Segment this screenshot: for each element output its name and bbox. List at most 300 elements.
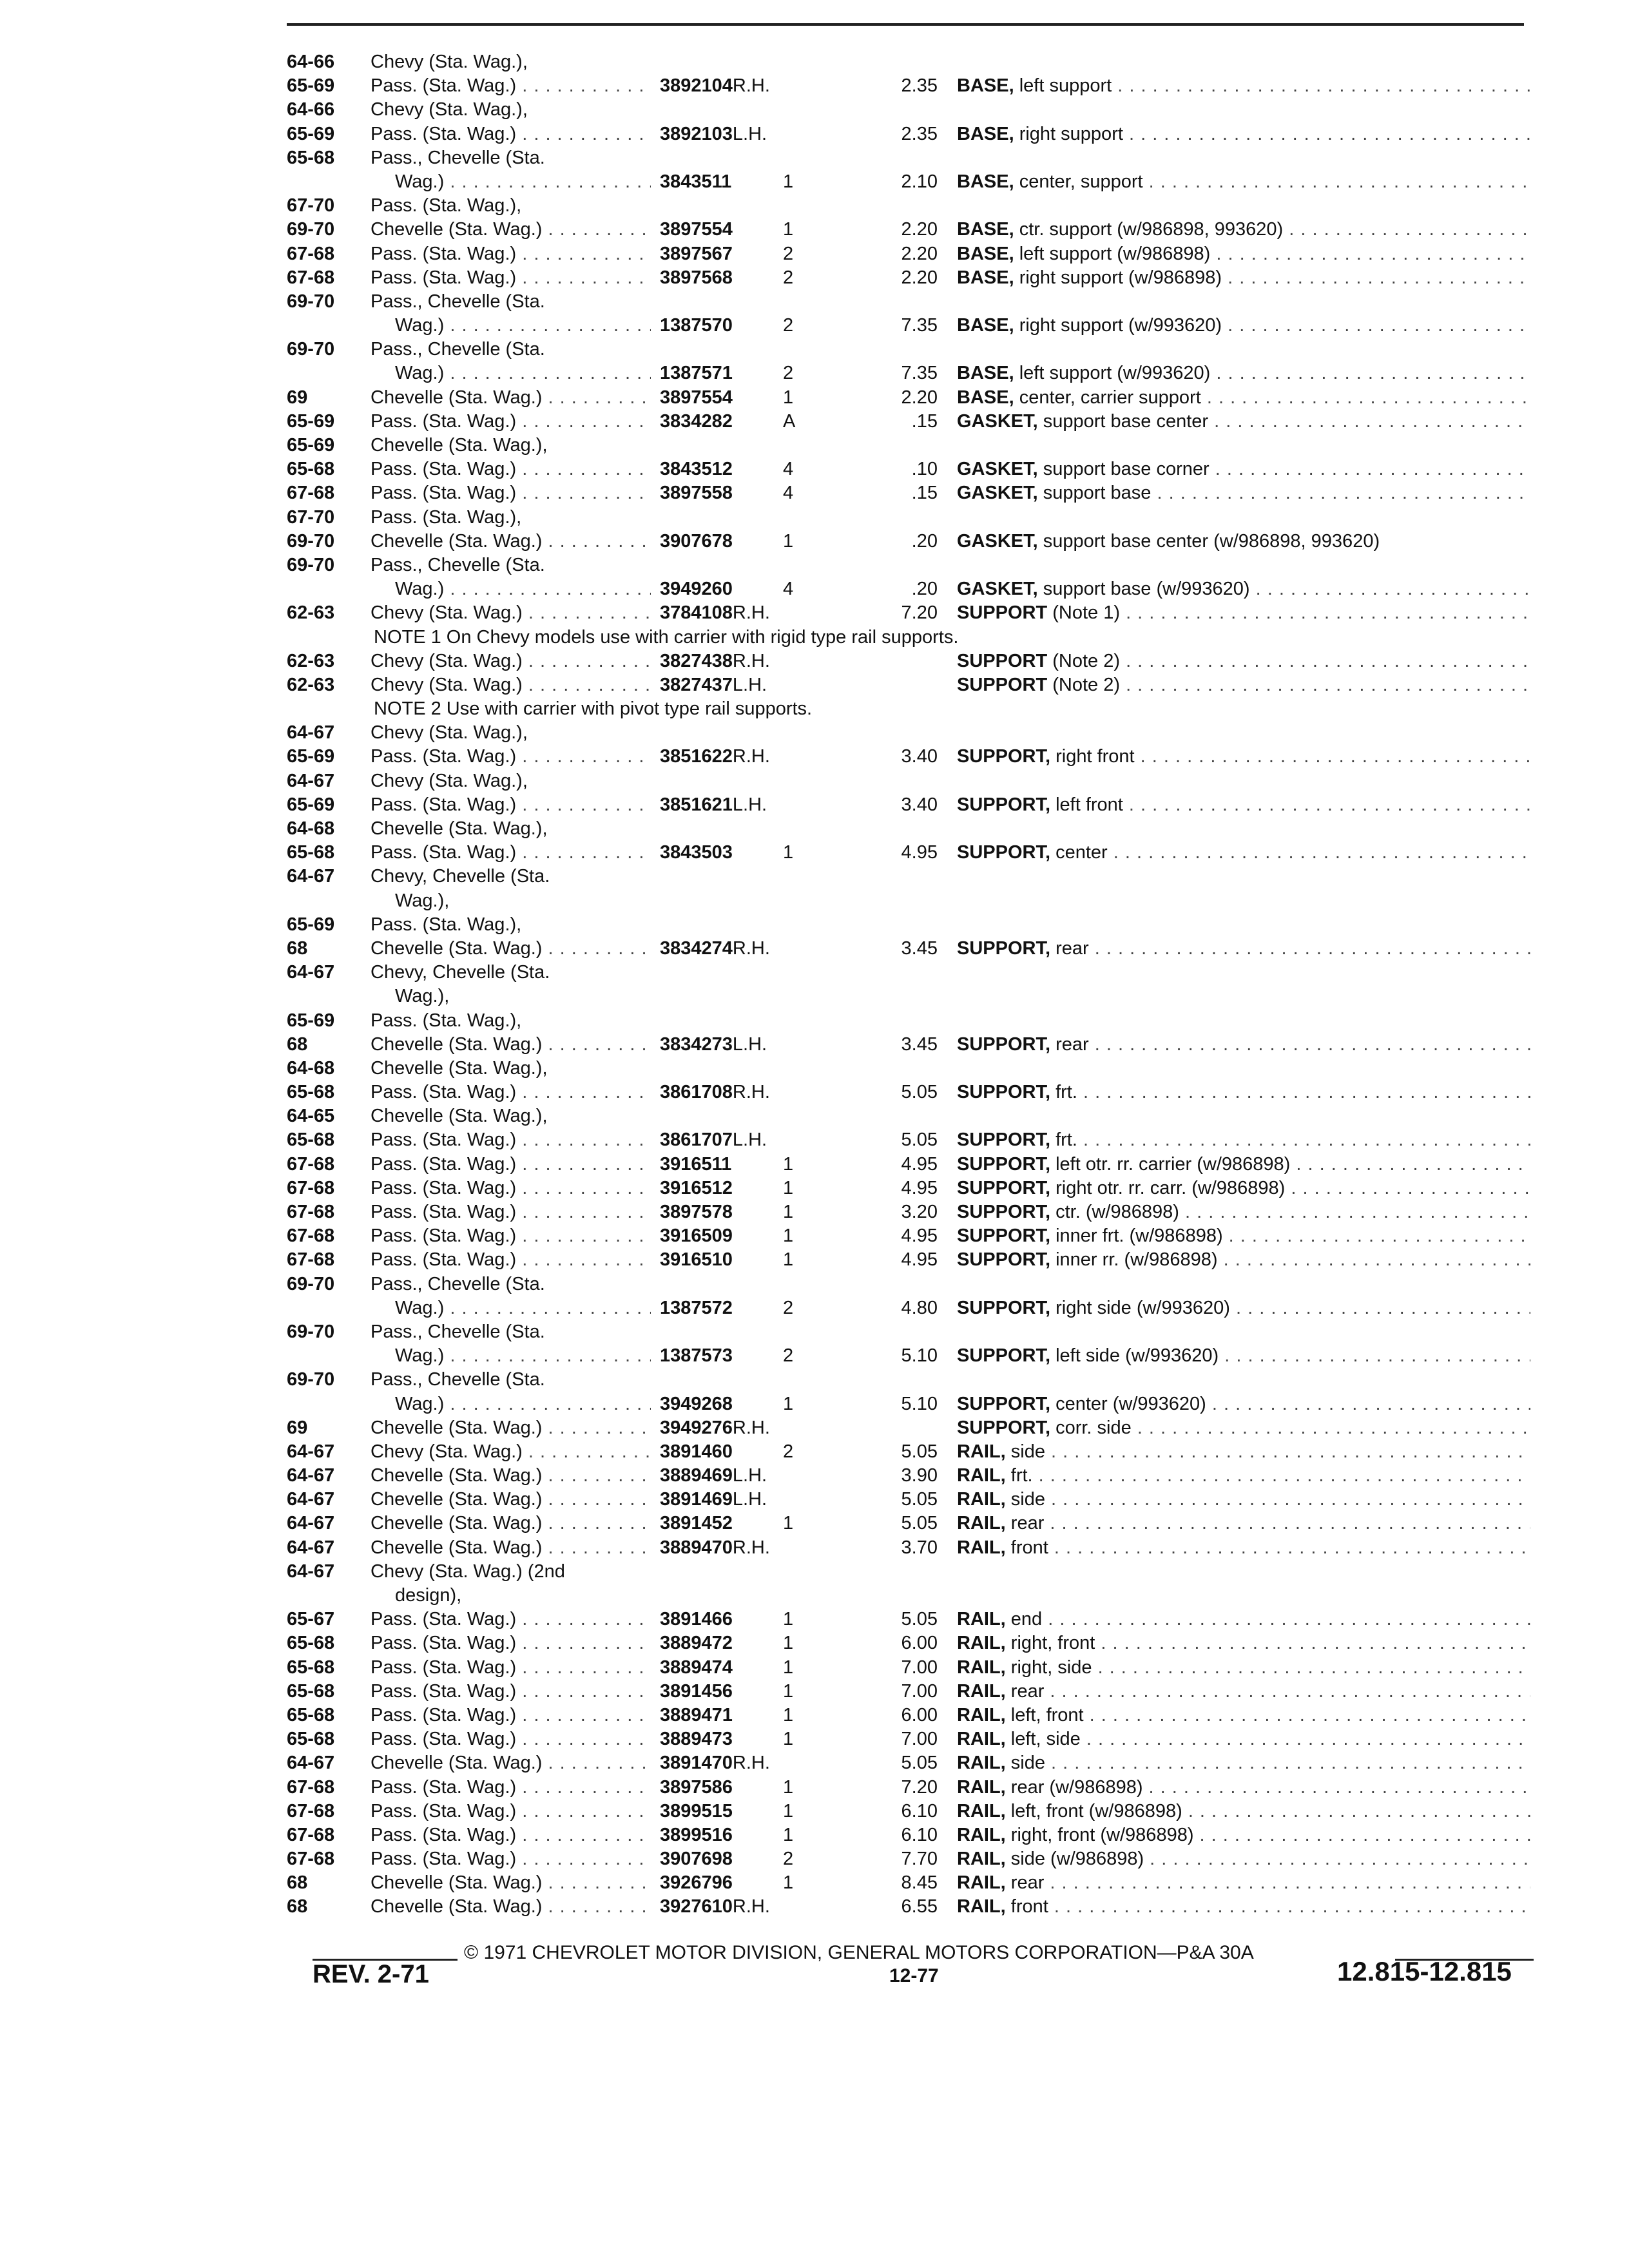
- description: [957, 1344, 1530, 1368]
- quantity: 1: [783, 1800, 794, 1821]
- application: Chevelle (Sta. Wag.) . . .: [371, 1751, 712, 1775]
- model-years: 69: [287, 1417, 308, 1438]
- part-number: 3926796: [660, 1872, 733, 1894]
- part-name: SUPPORT: [957, 602, 1048, 624]
- part-row: [287, 218, 1530, 242]
- part-number-cell: [651, 1895, 808, 1919]
- application: Pass. (Sta. Wag.) . . .: [371, 457, 712, 481]
- description: [957, 242, 1530, 266]
- revision-label: REV. 2-71: [313, 1960, 429, 1988]
- quantity: 1: [783, 1633, 794, 1654]
- part-name: BASE,: [957, 267, 1014, 288]
- part-name: SUPPORT,: [957, 746, 1051, 767]
- model-years: 62-63: [287, 674, 335, 695]
- application: Pass. (Sta. Wag.) . . .: [371, 841, 712, 865]
- price: 6.10: [901, 1824, 938, 1845]
- model-years: 67-68: [287, 1824, 335, 1845]
- quantity: 4: [783, 579, 794, 600]
- part-number: 3889474: [660, 1657, 733, 1678]
- quantity: 2: [783, 1345, 794, 1367]
- application: Pass. (Sta. Wag.) . . .: [371, 1081, 712, 1104]
- part-number: 3889470: [660, 1537, 733, 1558]
- application: Pass., Chevelle (Sta.: [371, 1369, 545, 1390]
- model-years: 65-69: [287, 435, 335, 456]
- part-row: [287, 745, 1530, 769]
- part-detail: right otr. rr. carr. (w/986898): [1055, 1177, 1286, 1198]
- price: .15: [911, 410, 938, 432]
- part-detail: side: [1010, 1753, 1045, 1774]
- model-years: 69-70: [287, 339, 335, 360]
- model-years: 67-68: [287, 483, 335, 504]
- model-years: 64-67: [287, 962, 335, 983]
- part-detail: support base (w/993620): [1043, 579, 1250, 600]
- description: [957, 1800, 1530, 1823]
- part-name: BASE,: [957, 363, 1014, 384]
- price: 4.95: [901, 1177, 938, 1198]
- part-detail: left support: [1019, 75, 1112, 97]
- model-years: 65-69: [287, 914, 335, 935]
- model-years: 67-68: [287, 1800, 335, 1821]
- application: Wag.) . . .: [371, 577, 737, 601]
- part-name: SUPPORT,: [957, 1417, 1051, 1438]
- part-detail: rear: [1010, 1872, 1045, 1894]
- part-name: SUPPORT,: [957, 1297, 1051, 1318]
- model-years: 67-68: [287, 1225, 335, 1247]
- part-detail: front: [1010, 1537, 1048, 1558]
- part-number-cell: [651, 1751, 808, 1775]
- application: Pass. (Sta. Wag.) . . .: [371, 1704, 712, 1727]
- model-years: 65-69: [287, 746, 335, 767]
- part-row: [287, 865, 1530, 889]
- application: Pass. (Sta. Wag.) . . .: [371, 1128, 712, 1152]
- application: Chevelle (Sta. Wag.) . . .: [371, 1488, 712, 1512]
- price: 7.35: [901, 315, 938, 336]
- description: [957, 361, 1530, 385]
- model-years: 67-70: [287, 195, 335, 216]
- model-years: 65-68: [287, 1129, 335, 1151]
- application: Pass. (Sta. Wag.) . . .: [371, 410, 712, 434]
- model-years: 68: [287, 937, 308, 959]
- note-text: NOTE 2 Use with carrier with pivot type rail supports.: [374, 698, 813, 720]
- price: 5.05: [901, 1441, 938, 1462]
- application: Wag.) . . .: [371, 314, 737, 338]
- description: [957, 1081, 1530, 1104]
- description: [957, 386, 1530, 410]
- description: [957, 1704, 1530, 1727]
- quantity: 2: [783, 1297, 794, 1318]
- quantity: 4: [783, 459, 794, 480]
- part-detail: right support (w/986898): [1019, 267, 1222, 288]
- part-name: RAIL,: [957, 1704, 1006, 1725]
- model-years: 64-66: [287, 99, 335, 120]
- part-name: SUPPORT,: [957, 794, 1051, 815]
- application: Pass. (Sta. Wag.),: [371, 506, 522, 528]
- price: 3.20: [901, 1202, 938, 1222]
- part-row: [287, 1464, 1530, 1488]
- price: 5.05: [901, 1129, 938, 1151]
- part-number-cell: [651, 937, 808, 961]
- part-row: [287, 1823, 1530, 1847]
- part-detail: rear: [1010, 1680, 1045, 1702]
- model-years: 64-67: [287, 866, 335, 887]
- part-number: 3843511: [660, 171, 732, 192]
- side-code: L.H.: [732, 123, 767, 144]
- part-row: [287, 1631, 1530, 1655]
- part-row: [287, 1128, 1530, 1152]
- part-row: [287, 553, 1530, 577]
- quantity: 4: [783, 483, 794, 504]
- page-number: 12-77: [889, 1965, 939, 1986]
- part-row: [287, 1440, 1530, 1464]
- price: 5.10: [901, 1345, 938, 1367]
- part-name: RAIL,: [957, 1609, 1006, 1630]
- part-number: 3889473: [660, 1729, 733, 1750]
- description: [957, 937, 1530, 961]
- model-years: 67-68: [287, 1202, 335, 1222]
- description: [957, 314, 1530, 338]
- model-years: 62-63: [287, 650, 335, 671]
- application: Chevy (Sta. Wag.),: [371, 99, 528, 120]
- model-years: 65-68: [287, 1704, 335, 1725]
- description: [957, 649, 1530, 673]
- part-number: 3916509: [660, 1225, 733, 1247]
- part-row: [287, 506, 1530, 530]
- quantity: 2: [783, 267, 794, 288]
- model-years: 65-68: [287, 1633, 335, 1654]
- model-years: 67-68: [287, 1153, 335, 1175]
- quantity: 2: [783, 1441, 794, 1462]
- part-name: SUPPORT,: [957, 1033, 1051, 1055]
- part-number-cell: [651, 745, 808, 769]
- part-number: 3861707: [660, 1129, 733, 1151]
- part-name: RAIL,: [957, 1776, 1006, 1798]
- description: [957, 1680, 1530, 1704]
- side-code: R.H.: [732, 1082, 770, 1103]
- part-number: 3897568: [660, 267, 733, 288]
- part-name: GASKET,: [957, 530, 1038, 552]
- application: Pass., Chevelle (Sta.: [371, 1321, 545, 1342]
- price: 7.00: [901, 1729, 938, 1750]
- part-detail: center, support: [1019, 171, 1143, 192]
- part-detail: side (w/986898): [1010, 1849, 1144, 1870]
- part-detail: center (w/993620): [1055, 1393, 1206, 1414]
- quantity: 1: [783, 387, 794, 408]
- description: [957, 1200, 1530, 1224]
- model-years: 69: [287, 387, 308, 408]
- description: [957, 1488, 1530, 1512]
- model-years: 64-68: [287, 1057, 335, 1079]
- part-number: 3889472: [660, 1633, 733, 1654]
- application: Pass. (Sta. Wag.) . . .: [371, 481, 712, 505]
- price: 2.20: [901, 219, 938, 240]
- part-detail: support base center: [1043, 410, 1209, 432]
- part-number: 3897578: [660, 1202, 733, 1222]
- part-row: [287, 1895, 1530, 1919]
- part-name: SUPPORT,: [957, 1129, 1051, 1151]
- description: [957, 673, 1530, 697]
- part-row: [287, 913, 1530, 937]
- application: Chevelle (Sta. Wag.) . . .: [371, 1416, 712, 1440]
- part-number: 3897558: [660, 483, 733, 504]
- part-number-cell: [651, 1033, 808, 1057]
- part-name: BASE,: [957, 75, 1014, 97]
- quantity: 1: [783, 1225, 794, 1247]
- part-detail: rear: [1010, 1513, 1045, 1534]
- application: Pass. (Sta. Wag.) . . .: [371, 242, 712, 266]
- model-years: 68: [287, 1033, 308, 1055]
- part-detail: support base center (w/986898, 993620): [1043, 530, 1380, 552]
- part-number: 3827437: [660, 674, 733, 695]
- part-number: 3834282: [660, 410, 733, 432]
- part-number: 3889471: [660, 1704, 733, 1725]
- part-number: 3916512: [660, 1177, 733, 1198]
- model-years: 64-67: [287, 1753, 335, 1774]
- model-years: 64-67: [287, 1561, 335, 1582]
- part-name: RAIL,: [957, 1441, 1006, 1462]
- part-row: [287, 98, 1530, 122]
- description: [957, 793, 1530, 817]
- part-number: 3889469: [660, 1465, 733, 1486]
- model-years: 69-70: [287, 219, 335, 240]
- model-years: 69-70: [287, 1369, 335, 1390]
- price: 3.45: [901, 1033, 938, 1055]
- description: [957, 841, 1530, 865]
- price: 3.45: [901, 937, 938, 959]
- model-years: 64-67: [287, 1489, 335, 1510]
- part-name: RAIL,: [957, 1729, 1006, 1750]
- description: [957, 1608, 1530, 1631]
- price: .20: [911, 579, 938, 600]
- description: [957, 218, 1530, 242]
- description: [957, 1631, 1530, 1655]
- application: Chevy, Chevelle (Sta.: [371, 866, 550, 887]
- price: 3.40: [901, 746, 938, 767]
- part-detail: left front: [1055, 794, 1123, 815]
- part-row: [287, 1512, 1530, 1535]
- description: [957, 1512, 1530, 1535]
- side-code: R.H.: [732, 1753, 770, 1774]
- part-detail: right front: [1055, 746, 1135, 767]
- part-number: 3892103: [660, 123, 733, 144]
- application: Pass., Chevelle (Sta.: [371, 291, 545, 312]
- part-number: 3891456: [660, 1680, 733, 1702]
- part-number: 1387571: [660, 363, 733, 384]
- application: Chevy (Sta. Wag.) . . .: [371, 649, 712, 673]
- part-row: [287, 530, 1530, 553]
- part-name: GASKET,: [957, 483, 1038, 504]
- price: 6.00: [901, 1704, 938, 1725]
- description: [957, 601, 1530, 625]
- part-number: 3891452: [660, 1513, 733, 1534]
- part-detail: right support: [1019, 123, 1123, 144]
- part-detail: right, side: [1010, 1657, 1092, 1678]
- model-years: 69-70: [287, 530, 335, 552]
- part-number-cell: [651, 122, 808, 146]
- application: Chevy (Sta. Wag.),: [371, 770, 528, 791]
- part-row: [287, 793, 1530, 817]
- application: Pass. (Sta. Wag.) . . .: [371, 1847, 712, 1871]
- part-detail: left support (w/986898): [1019, 243, 1211, 264]
- part-number: 3907698: [660, 1849, 733, 1870]
- part-number: 1387572: [660, 1297, 733, 1318]
- application: Pass. (Sta. Wag.),: [371, 1010, 522, 1031]
- model-years: 64-67: [287, 770, 335, 791]
- description: [957, 530, 1530, 553]
- part-detail: support base corner: [1043, 459, 1210, 480]
- application: Pass. (Sta. Wag.) . . .: [371, 122, 712, 146]
- price: 2.35: [901, 123, 938, 144]
- part-row: [287, 1033, 1530, 1057]
- application: Pass. (Sta. Wag.) . . .: [371, 1608, 712, 1631]
- parts-list: [287, 50, 1530, 1919]
- application: Chevelle (Sta. Wag.),: [371, 435, 548, 456]
- part-detail: left, front (w/986898): [1010, 1800, 1182, 1821]
- part-name: BASE,: [957, 123, 1014, 144]
- part-number: 3897567: [660, 243, 733, 264]
- side-code: L.H.: [732, 674, 767, 695]
- part-number: 3891470: [660, 1753, 733, 1774]
- part-name: RAIL,: [957, 1753, 1006, 1774]
- part-row: [287, 1776, 1530, 1800]
- application: Pass., Chevelle (Sta.: [371, 1273, 545, 1294]
- price: 6.10: [901, 1800, 938, 1821]
- side-code: R.H.: [732, 746, 770, 767]
- part-name: SUPPORT,: [957, 1225, 1051, 1247]
- part-row: [287, 170, 1530, 194]
- model-years: 67-68: [287, 1249, 335, 1271]
- side-code: L.H.: [732, 794, 767, 815]
- application: Pass. (Sta. Wag.) . . .: [371, 1153, 712, 1177]
- part-row: [287, 1248, 1530, 1272]
- part-row: [287, 314, 1530, 338]
- application: Wag.) . . .: [371, 361, 737, 385]
- side-code: R.H.: [732, 75, 770, 97]
- application: Chevelle (Sta. Wag.),: [371, 818, 548, 839]
- model-years: 68: [287, 1896, 308, 1917]
- quantity: A: [783, 410, 796, 432]
- price: 5.05: [901, 1609, 938, 1630]
- description: [957, 1656, 1530, 1680]
- part-name: SUPPORT,: [957, 1345, 1051, 1367]
- part-detail: frt.: [1010, 1465, 1033, 1486]
- part-row: [287, 434, 1530, 457]
- part-name: RAIL,: [957, 1680, 1006, 1702]
- model-years: 67-68: [287, 1849, 335, 1870]
- price: 4.95: [901, 1153, 938, 1175]
- description: [957, 1296, 1530, 1320]
- description: [957, 410, 1530, 434]
- part-name: RAIL,: [957, 1489, 1006, 1510]
- part-detail: right, front: [1010, 1633, 1095, 1654]
- description: [957, 1871, 1530, 1895]
- part-number: 3843503: [660, 842, 733, 863]
- part-row: [287, 1584, 1530, 1608]
- quantity: 1: [783, 1680, 794, 1702]
- part-number-cell: [651, 1464, 808, 1488]
- side-code: L.H.: [732, 1129, 767, 1151]
- application: design),: [395, 1585, 462, 1606]
- part-number-cell: [651, 1488, 808, 1512]
- price: 3.70: [901, 1537, 938, 1558]
- application: Pass. (Sta. Wag.) . . .: [371, 74, 712, 98]
- part-detail: left support (w/993620): [1019, 363, 1211, 384]
- part-detail: side: [1010, 1441, 1045, 1462]
- part-number: 3827438: [660, 650, 733, 671]
- part-name: SUPPORT,: [957, 1249, 1051, 1271]
- part-detail: right support (w/993620): [1019, 315, 1222, 336]
- part-row: [287, 146, 1530, 170]
- part-name: RAIL,: [957, 1824, 1006, 1845]
- side-code: R.H.: [732, 1896, 770, 1917]
- model-years: 64-66: [287, 52, 335, 72]
- description: [957, 1823, 1530, 1847]
- quantity: 1: [783, 1657, 794, 1678]
- application: Pass. (Sta. Wag.) . . .: [371, 1800, 712, 1823]
- part-number: 3899515: [660, 1800, 733, 1821]
- part-name: SUPPORT: [957, 650, 1048, 671]
- model-years: 65-69: [287, 794, 335, 815]
- price: .10: [911, 459, 938, 480]
- application: Chevy (Sta. Wag.),: [371, 722, 528, 744]
- description: [957, 1224, 1530, 1248]
- part-number-cell: [651, 649, 808, 673]
- part-number: 3897586: [660, 1776, 733, 1798]
- side-code: R.H.: [732, 650, 770, 671]
- application: Pass. (Sta. Wag.) . . .: [371, 1224, 712, 1248]
- part-name: GASKET,: [957, 579, 1038, 600]
- part-row: [287, 1200, 1530, 1224]
- price: 4.95: [901, 1225, 938, 1247]
- price: 7.00: [901, 1657, 938, 1678]
- model-years: 69-70: [287, 1321, 335, 1342]
- part-name: BASE,: [957, 219, 1014, 240]
- part-number-cell: [651, 1416, 808, 1440]
- application: Wag.),: [395, 890, 450, 911]
- part-name: RAIL,: [957, 1657, 1006, 1678]
- part-name: RAIL,: [957, 1872, 1006, 1894]
- model-years: 65-68: [287, 1082, 335, 1103]
- part-name: SUPPORT,: [957, 1082, 1051, 1103]
- description: [957, 74, 1530, 98]
- price: 5.05: [901, 1082, 938, 1103]
- part-row: [287, 577, 1530, 601]
- quantity: 1: [783, 530, 794, 552]
- model-years: 64-67: [287, 1441, 335, 1462]
- application: Chevy (Sta. Wag.) . . .: [371, 601, 712, 625]
- application: Pass. (Sta. Wag.) . . .: [371, 745, 712, 769]
- part-number: 3861708: [660, 1082, 733, 1103]
- part-number: 3834274: [660, 937, 733, 959]
- part-row: [287, 1751, 1530, 1775]
- application: Chevelle (Sta. Wag.) . . .: [371, 1033, 712, 1057]
- application: Pass. (Sta. Wag.) . . .: [371, 1177, 712, 1200]
- side-code: R.H.: [732, 1537, 770, 1558]
- part-number: 3916511: [660, 1153, 732, 1175]
- description: [957, 1392, 1530, 1416]
- part-row: [287, 626, 1530, 649]
- model-years: 67-70: [287, 506, 335, 528]
- price: 6.00: [901, 1633, 938, 1654]
- application: Chevelle (Sta. Wag.) . . .: [371, 937, 712, 961]
- part-row: [287, 290, 1530, 314]
- part-name: BASE,: [957, 243, 1014, 264]
- section-number: 12.815-12.815: [1337, 1956, 1512, 1986]
- application: Chevy (Sta. Wag.) (2nd: [371, 1561, 565, 1582]
- part-detail: rear: [1055, 1033, 1089, 1055]
- application: Pass. (Sta. Wag.) . . .: [371, 1248, 712, 1272]
- description: [957, 1128, 1530, 1152]
- price: 6.55: [901, 1896, 938, 1917]
